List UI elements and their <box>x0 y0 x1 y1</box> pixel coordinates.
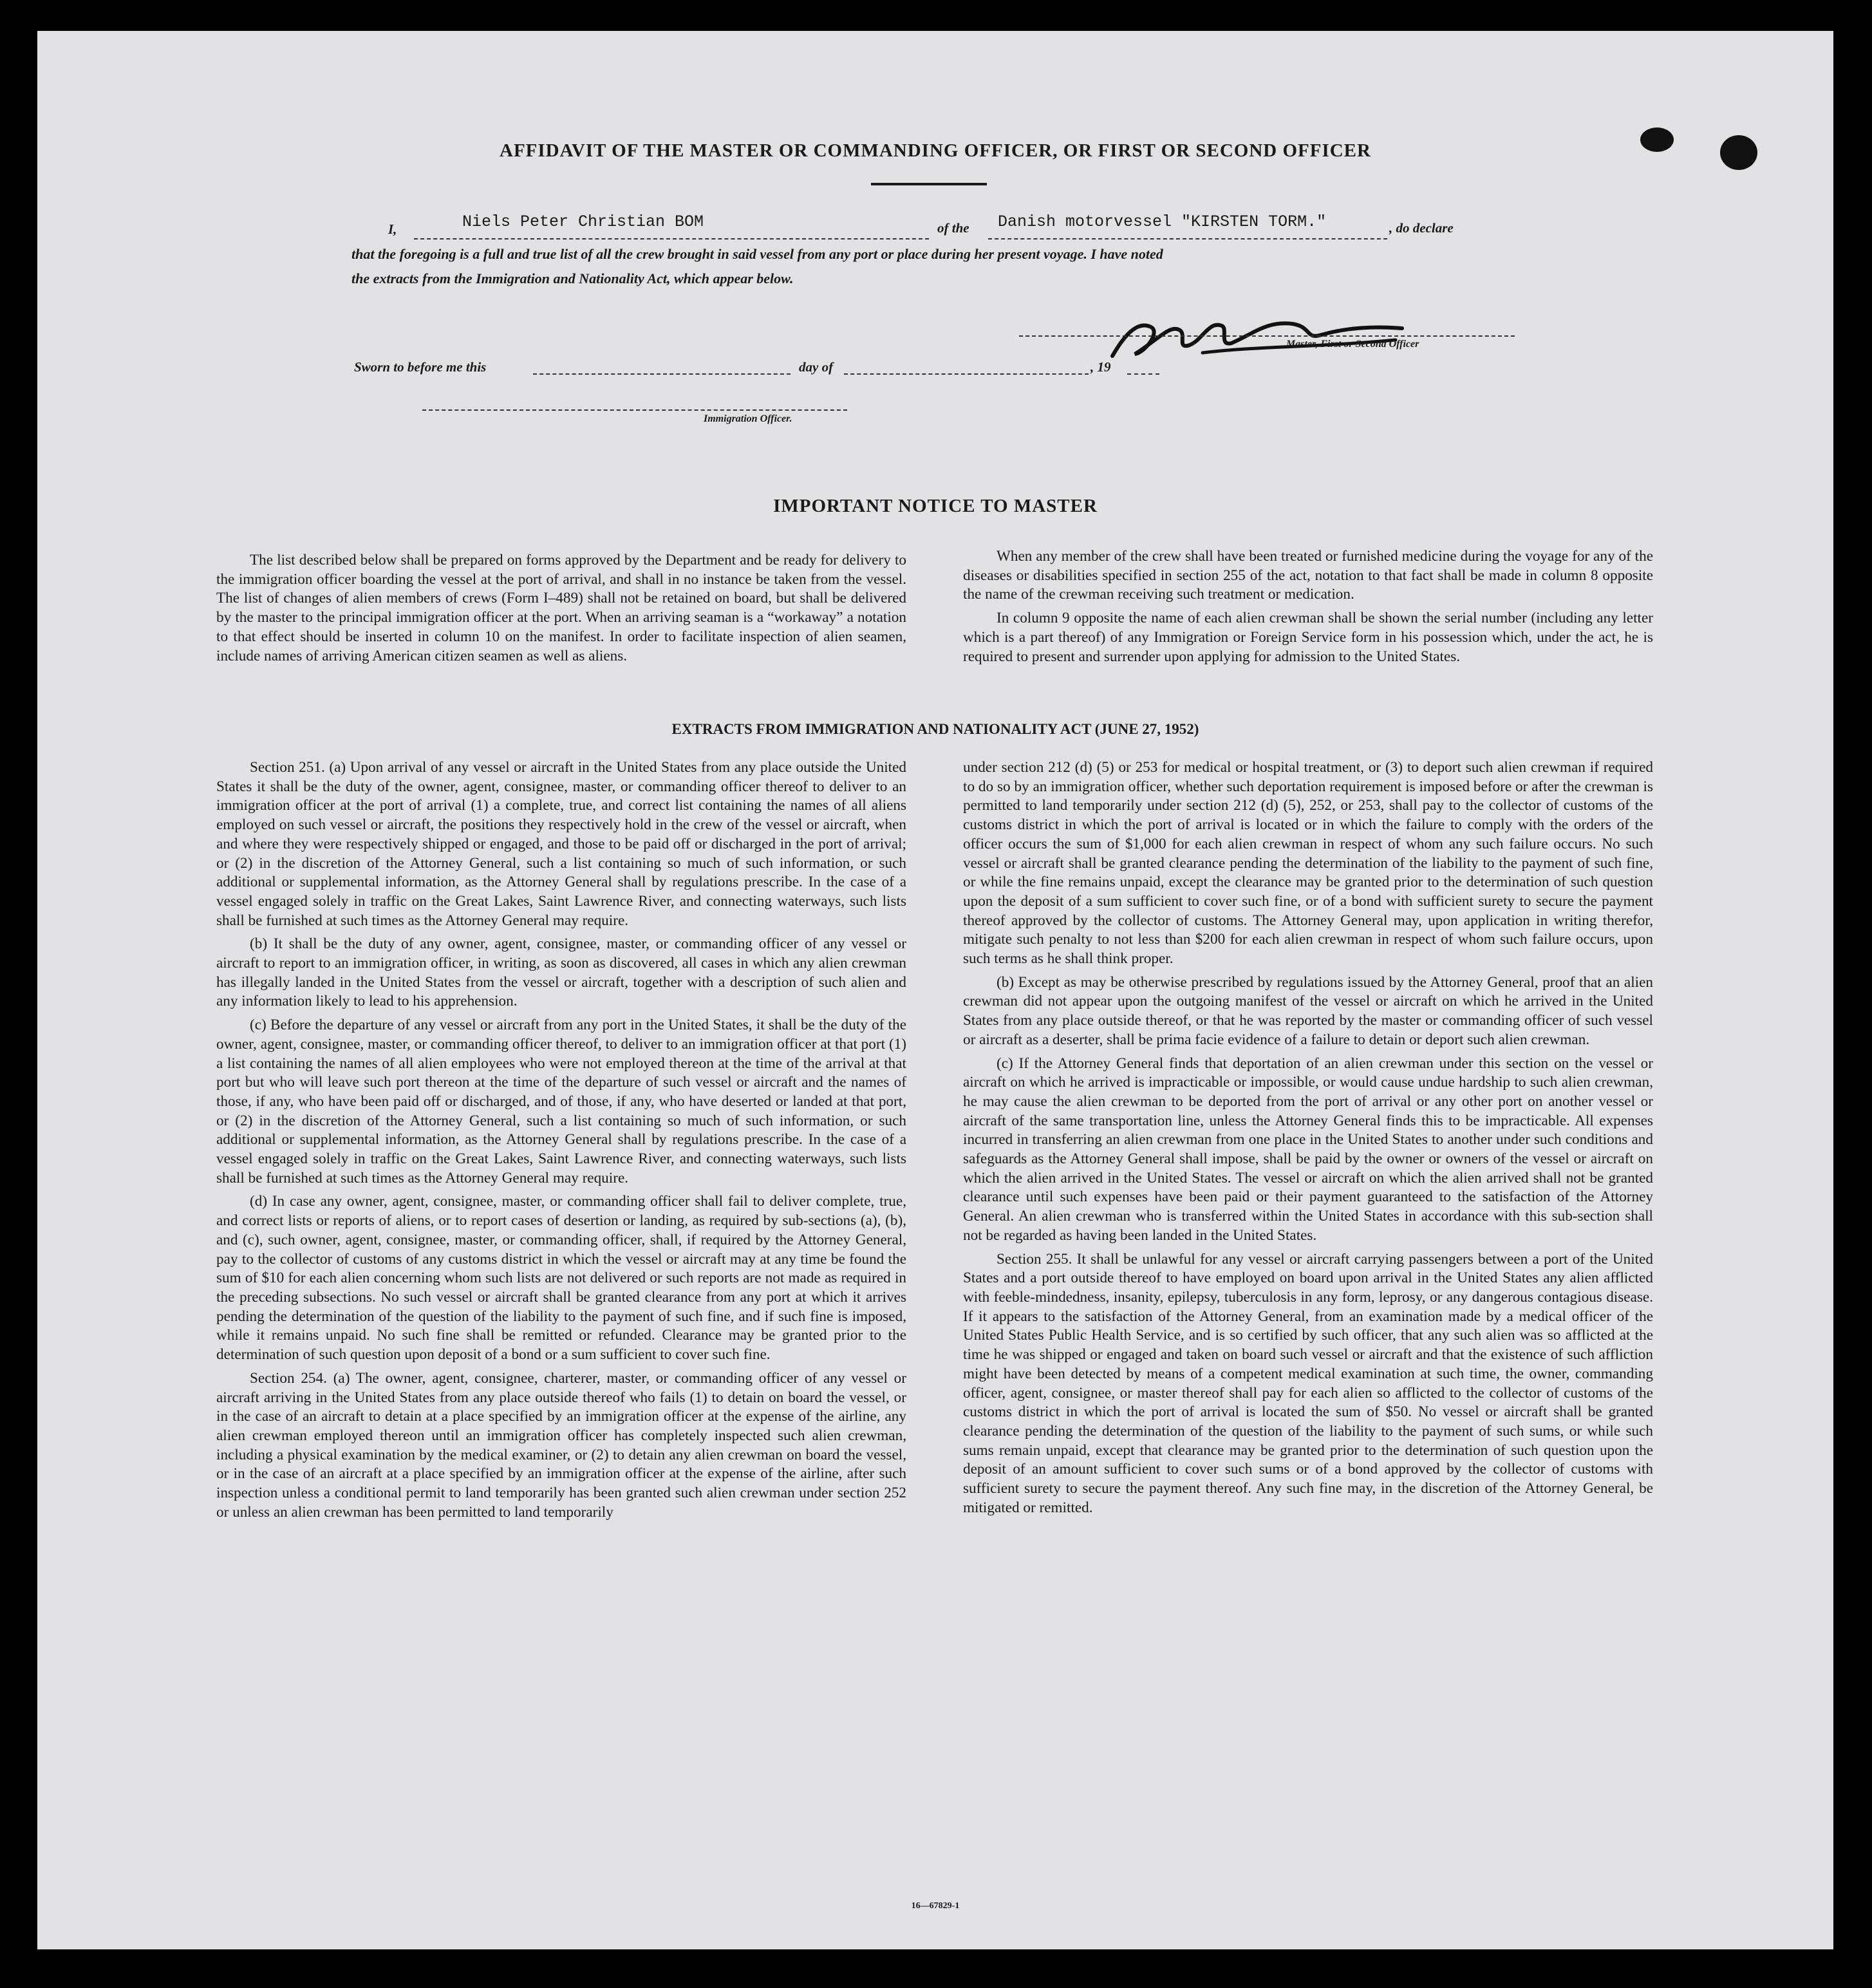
declarant-name-field[interactable]: Niels Peter Christian BOM <box>462 212 704 231</box>
sworn-year-line <box>1127 373 1159 375</box>
year-label: , 19 <box>1090 359 1111 375</box>
notice-title: IMPORTANT NOTICE TO MASTER <box>773 496 1098 516</box>
day-of-label: day of <box>799 359 834 375</box>
declaration-statement-line2: that the foregoing is a full and true list of all the crew brought in said vessel from any port or place during her present voyage. I have noted <box>351 246 1163 262</box>
extracts-title: EXTRACTS FROM IMMIGRATION AND NATIONALITY ACT (JUNE 27, 1952) <box>671 721 1199 737</box>
immigration-officer-caption: Immigration Officer. <box>704 413 792 424</box>
sworn-day-line <box>533 373 791 375</box>
notice-right-column <box>963 547 1653 671</box>
section-254-c: (c) If the Attorney General finds that deportation of an alien crewman under this section on the vessel or aircraft on which he arrived is impracticable or impossible, or would cause undue hardship to such alien crewman, he may cause the alien crewman to be deported from the port of arrival or any other port on another vessel or aircraft of the same transportation line, unless the Attorney General finds this to be impracticable. All expenses incurred in transferring an alien crewman from one place in the United States to another under such conditions and safeguards as the Attorney General shall impose, shall be paid by the owner or owners of the vessel or aircraft on which the alien arrived in the United States. The vessel or aircraft on which the alien arrived shall not be granted clearance until such expenses have been paid or their payment guaranteed to the satisfaction of the Attorney General. An alien crewman who is transferred within the United States in accordance with this sub-section shall not be regarded as having been landed in the United States. <box>963 1055 1653 1244</box>
extracts-left-column <box>216 758 906 1526</box>
section-254-a: Section 254. (a) The owner, agent, consignee, charterer, master, or commanding officer of any vessel or aircraft arriving in the United States from any place outside thereof who fails (1) to detain on board the vessel, or in the case of an aircraft to detain at a place specified by an immigration officer at the expense of the airline, any alien crewman employed thereon until an immigration officer has completely inspected such alien crewman, including a physical examination by the medical examiner, or (2) to detain any alien crewman on board the vessel, or in the case of an aircraft at a place specified by an immigration officer at the expense of the airline, after such inspection unless a conditional permit to land temporarily has been granted such alien crewman under section 252 or unless an alien crewman has been permitted to land temporarily <box>216 1369 906 1521</box>
section-251-d: (d) In case any owner, agent, consignee, master, or commanding officer shall fail to deliver complete, true, and correct lists or reports of aliens, or to report cases of desertion or landing, as required by sub-sections (a), (b), and (c), such owner, agent, consignee, master, or commanding officer, shall, if required by the Attorney General, pay to the collector of customs of any customs district in which the vessel or aircraft may at any time be found the sum of $10 for each alien concerning whom such lists are not delivered or such reports are not made as required in the preceding subsections. No such vessel or aircraft shall be granted clearance from any port at which it arrives pending the determination of the question of the liability to the payment of such fine, and if such fine is imposed, while it remains unpaid. No such fine shall be remitted or refunded. Clearance may be granted prior to the determination of such question upon deposit of a bond or a sum sufficient to cover such fine. <box>216 1193 906 1364</box>
signature-caption: Master, First or Second Officer <box>1286 339 1419 350</box>
do-declare-label: , do declare <box>1389 220 1454 236</box>
immigration-officer-line <box>422 409 847 411</box>
notice-right-paragraph-1: When any member of the crew shall have been treated or furnished medicine during the voyage for any of the diseases or disabilities specified in section 255 of the act, notation to that fact shall be made in column 8 opposite the name of the crewman receiving such treatment or medication. <box>963 548 1653 603</box>
section-254-b: (b) Except as may be otherwise prescribed by regulations issued by the Attorney General, proof that an alien crewman did not appear upon the outgoing manifest of the vessel or aircraft on which he arrived in the United States from any place outside thereof, or that he was reported by the master or commanding officer of such vessel or aircraft as a deserter, shall be prima facie evidence of a failure to detain or deport such alien crewman. <box>963 973 1653 1048</box>
section-254-a-continued: under section 212 (d) (5) or 253 for medical or hospital treatment, or (3) to deport such alien crewman if required to do so by an immigration officer, whether such deportation requirement is imposed before or after the crewman is permitted to land temporarily under section 212 (d) (5), 252, or 253, shall pay to the collector of customs of the customs district in which the port of arrival is located or in which the failure to comply with the orders of the officer occurs the sum of $1,000 for each alien crewman in respect of whom any such failure occurs. No such vessel or aircraft shall be granted clearance pending the determination of the liability to the payment of such fine, or while the fine remains unpaid, except the clearance may be granted prior to the determination of such question upon the deposit of a sum sufficient to cover such fine, or of a bond with sufficient surety to secure the payment thereof approved by the collector of customs. The Attorney General may, upon application in writing therefor, mitigate such penalty to not less than $200 for each alien crewman in respect of whom such failure occurs, upon such terms as he shall think proper. <box>963 759 1653 968</box>
notice-left-paragraph: The list described below shall be prepared on forms approved by the Department and be ready for delivery to the immigration officer boarding the vessel at the port of arrival, and shall in no instance be taken from the vessel. The list of changes of alien members of crews (Form I–489) shall not be retained on board, but shall be delivered by the master to the principal immigration officer at the port. When an arriving seaman is a “workaway” a notation to that effect should be inserted in column 10 on the manifest. In order to facilitate inspection of alien seamen, include names of arriving American citizen seamen as well as aliens. <box>216 552 906 664</box>
signature-line <box>1019 335 1515 337</box>
section-251-b: (b) It shall be the duty of any owner, agent, consignee, master, or commanding officer of any vessel or aircraft to report to an immigration officer, in writing, as soon as discovered, all cases in which any alien crewman has illegally landed in the United States from the vessel or aircraft, together with a description of such alien and any information likely to lead to his apprehension. <box>216 935 906 1010</box>
extracts-right-column <box>963 758 1653 1522</box>
notice-left-column <box>216 551 906 670</box>
declarant-name-line <box>414 238 929 239</box>
section-255: Section 255. It shall be unlawful for any vessel or aircraft carrying passengers between a port of the United States and a port outside thereof to have employed on board upon arrival in the United States any alien afflicted with feeble-mindedness, insanity, epilepsy, tuberculosis in any form, leprosy, or any dangerous contagious disease. If it appears to the satisfaction of the Attorney General, from an examination made by a medical officer of the United States Public Health Service, and is so certified by such officer, that any such alien was so afflicted at the time he was shipped or engaged and taken on board such vessel or aircraft and that the existence of such affliction might have been detected by means of a competent medical examination at such time, the owner, commanding officer, agent, consignee, or master thereof shall pay for each alien so afflicted to the collector of customs of the customs district in which the port of arrival is located the sum of $50. No vessel or aircraft shall be granted clearance pending the determination of the question of the liability to the payment of such sums, or while such sums remain unpaid, except that clearance may be granted prior to the determination of such question upon the deposit of an amount sufficient to cover such sums or of a bond approved by the collector of customs with sufficient surety to secure the payment thereof. Any such fine may, in the discretion of the Attorney General, be mitigated or remitted. <box>963 1250 1653 1516</box>
notice-right-paragraph-2: In column 9 opposite the name of each alien crewman shall be shown the serial number (including any letter which is a part thereof) of any Immigration or Foreign Service form in his possession which, under the act, he is required to present and surrender upon applying for admission to the United States. <box>963 610 1653 665</box>
document-page <box>37 31 1833 1949</box>
affidavit-title: AFFIDAVIT OF THE MASTER OR COMMANDING OFFICER, OR FIRST OR SECOND OFFICER <box>500 140 1371 161</box>
vessel-name-line <box>988 238 1387 239</box>
section-251-a: Section 251. (a) Upon arrival of any vessel or aircraft in the United States from any place outside the United States it shall be the duty of the owner, agent, consignee, master, or commanding officer thereof to deliver to an immigration officer at the port of arrival (1) a complete, true, and correct list containing the names of all aliens employed on such vessel or aircraft, the positions they respectively hold in the crew of the vessel or aircraft, when and where they were respectively shipped or engaged, and those to be paid off or discharged in the port of arrival; or (2) in the discretion of the Attorney General, such a list containing so much of such information, or such additional or supplemental information, as the Attorney General shall by regulations prescribe. In the case of a vessel engaged solely in traffic on the Great Lakes, Saint Lawrence River, and connecting waterways, such lists shall be furnished at such times as the Attorney General may require. <box>216 759 906 929</box>
title-underline <box>871 183 987 185</box>
sworn-month-line <box>844 373 1089 375</box>
form-number: 16—67829-1 <box>911 1901 960 1911</box>
declaration-pronoun: I, <box>388 221 397 237</box>
master-signature <box>1100 295 1460 372</box>
section-251-c: (c) Before the departure of any vessel or aircraft from any port in the United States, it shall be the duty of the owner, agent, consignee, master, or commanding officer thereof, to deliver to an immigration officer at that port (1) a list containing the names of all alien employees who were not employed thereon at the time of the arrival at that port but who will leave such port thereon at the time of the departure of such vessel or aircraft and the names of those, if any, who have been paid off or discharged, and of those, if any, who have deserted or landed at that port, or (2) in the discretion of the Attorney General, such a list containing so much of such information, or such additional or supplemental information, as the Attorney General shall by regulations prescribe. In the case of a vessel engaged solely in traffic on the Great Lakes, Saint Lawrence River, and connecting waterways, such lists shall be furnished at such times as the Attorney General may require. <box>216 1017 906 1186</box>
vessel-name-field[interactable]: Danish motorvessel "KIRSTEN TORM." <box>998 212 1327 231</box>
of-the-label: of the <box>937 220 969 236</box>
sworn-label: Sworn to before me this <box>354 359 487 375</box>
declaration-statement-line3: the extracts from the Immigration and Nationality Act, which appear below. <box>351 270 794 286</box>
